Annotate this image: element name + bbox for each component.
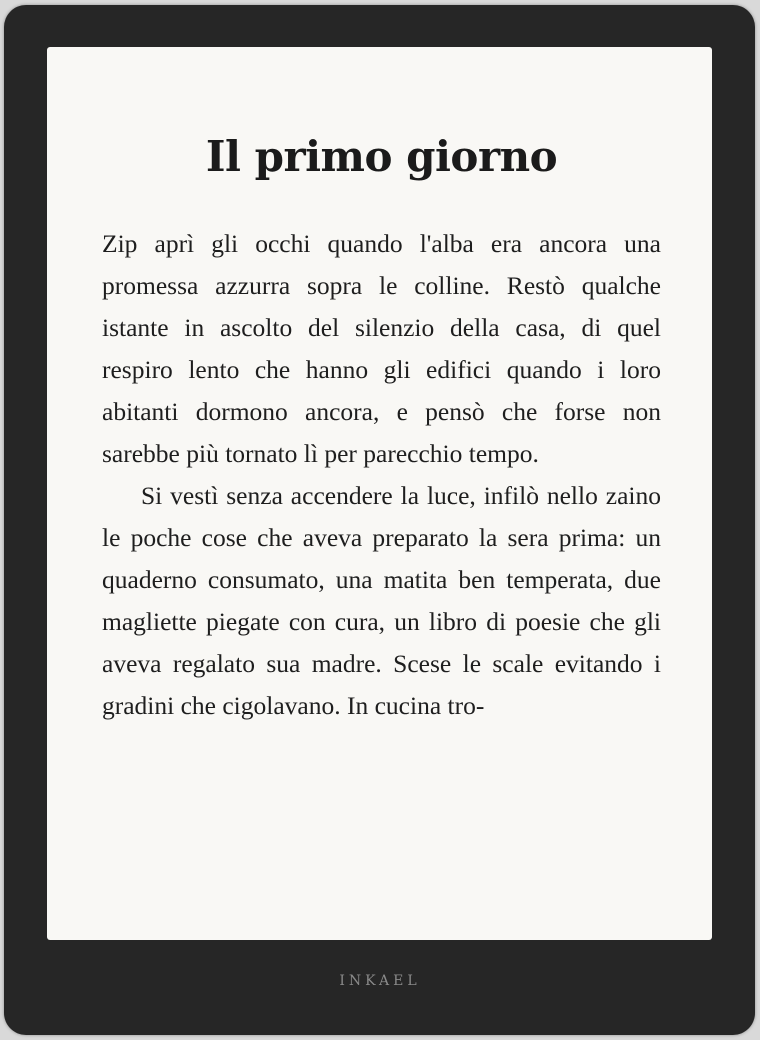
book-text <box>102 223 661 727</box>
device-brand-logo: INKAEL <box>339 973 421 989</box>
reading-page[interactable] <box>47 47 712 940</box>
paragraph-2: Si vestì senza accendere la luce, infilò nello zaino le poche cose che aveva preparato la sera prima: un quaderno consumato, una matita ben temperata, due magliette piegate con cura, un libro di poesie che gli aveva regalato sua madre. Scese le scale evitando i gradini che cigolavano. In cucina tro- <box>102 481 661 720</box>
chapter-title: Il primo giorno <box>205 132 558 181</box>
ereader-device <box>4 5 755 1035</box>
paragraph-1: Zip aprì gli occhi quando l'alba era ancora una promessa azzurra sopra le colline. Restò qualche istante in ascolto del silenzio della casa, di quel respiro lento che hanno gli edifici quando i loro abitanti dormono ancora, e pensò che forse non sarebbe più tornato lì per parecchio tempo. <box>102 229 661 468</box>
